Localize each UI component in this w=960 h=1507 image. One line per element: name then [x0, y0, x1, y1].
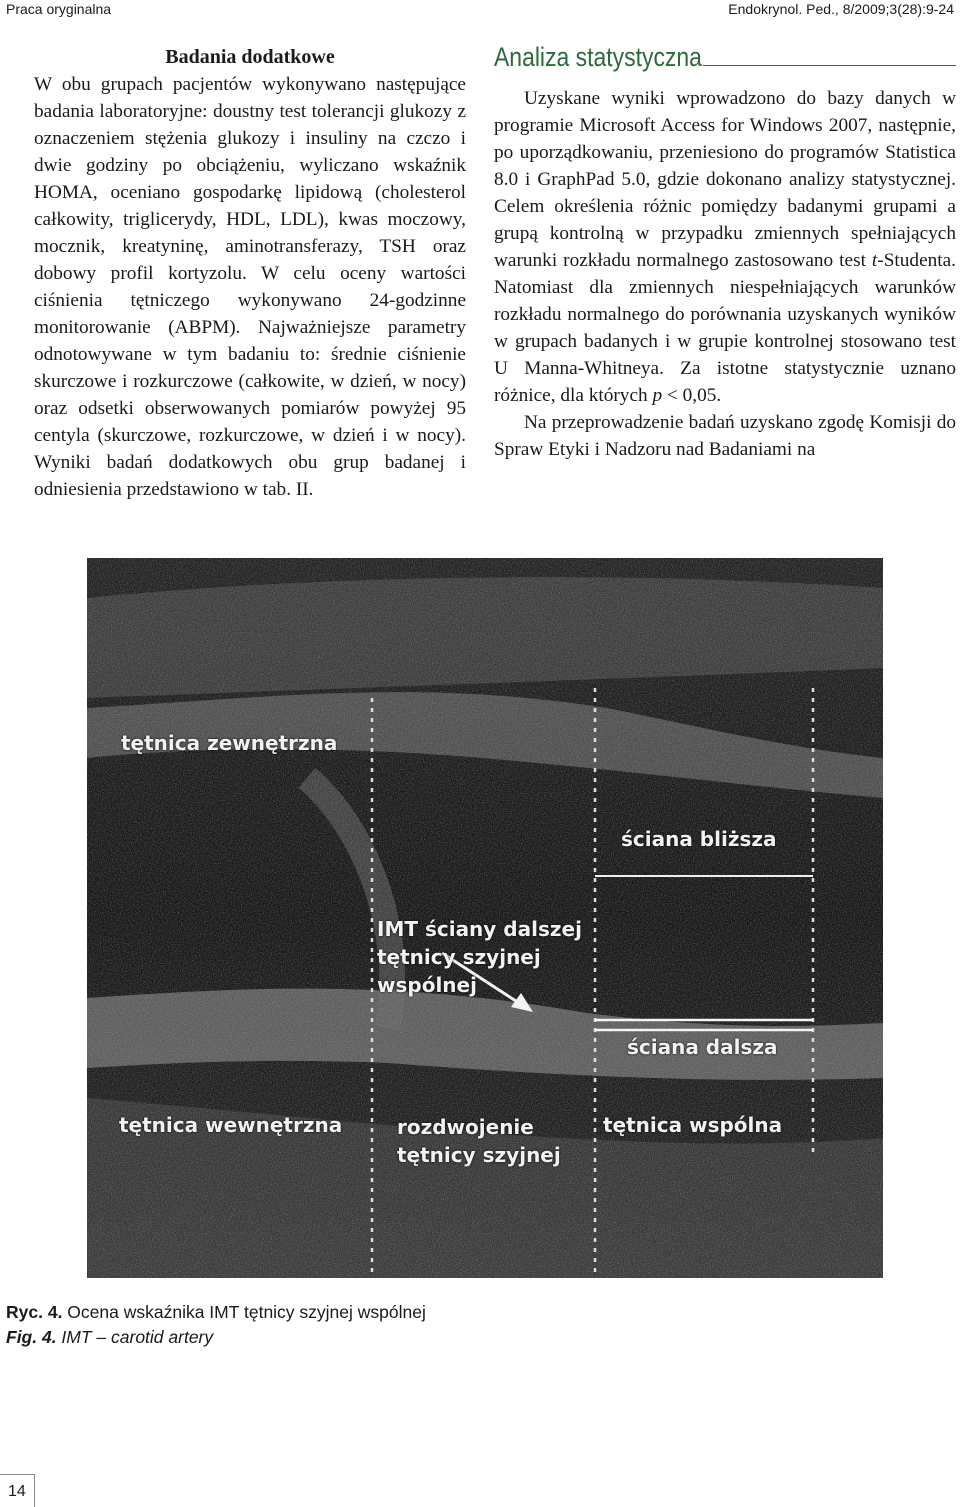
subheading-badania-dodatkowe: Badania dodatkowe [165, 46, 335, 68]
page-number: 14 [8, 1483, 26, 1500]
running-header [0, 0, 960, 20]
header-journal-citation: Endokrynol. Ped., 8/2009;3(28):9-24 [728, 1, 954, 17]
paragraph-statistics [494, 85, 956, 409]
header-section-label: Praca oryginalna [6, 1, 112, 17]
label-imt-line2: tętnicy szyjnej [377, 945, 541, 969]
paragraph-ethics: Na przeprowadzenie badań uzyskano zgodę Komisji do Spraw Etyki i Nadzoru nad Badaniami na [494, 412, 956, 460]
figure-caption [6, 1300, 426, 1350]
caption-polish-text: Ocena wskaźnika IMT tętnicy szyjnej wspólnej [62, 1302, 426, 1322]
label-far-wall: ściana dalsza [627, 1035, 778, 1059]
paragraph-badania-dodatkowe: W obu grupach pacjentów wykonywano następujące badania laboratoryjne: doustny test tolerancji glukozy z oznaczeniem stężenia glukozy i insuliny na czczo i dwie godziny po obciążeniu, wyliczano wskaźnik HOMA, oceniano gospodarkę lipidową (cholesterol całkowity, triglicerydy, HDL, LDL), kwas moczowy, mocznik, kreatyninę, aminotransferazy, TSH oraz dobowy profil kortyzolu. W celu oceny wartości ciśnienia tętniczego wykonywano 24-godzinne monitorowanie (ABPM). Najważniejsze parametry odnotowywane w tym badaniu to: średnie ciśnienie skurczowe i rozkurczowe (całkowite, w dzień, w nocy) oraz odsetki obserwowanych pomiarów powyżej 95 centyla (skurczowe, rozkurczowe, w dzień i w nocy). Wyniki badań dodatkowych obu grup badanej i odniesienia przedstawiono w tab. II. [34, 74, 466, 500]
caption-english [6, 1325, 426, 1350]
label-imt-line3: wspólnej [377, 973, 477, 997]
caption-polish-label: Ryc. 4. [6, 1302, 63, 1322]
left-column [34, 44, 466, 503]
label-imt-line1: IMT ściany dalszej [377, 917, 582, 941]
label-external-artery: tętnica zewnętrzna [121, 731, 338, 755]
paragraph-statistics-text-a: Uzyskane wyniki wprowadzono do bazy danych w programie Microsoft Access for Windows 2007, następnie, po uporządkowaniu, przeniesiono do programów Statistica 8.0 i GraphPad 5.0, gdzie dokonano analizy statystycznej. Celem określenia różnic pomiędzy badanymi grupami a grupą kontrolną w przypadku zmiennych spełniających warunki rozkładu normalnego zastosowano test [494, 88, 956, 271]
paragraph-statistics-text-b: -Studenta. Natomiast dla zmiennych niespełniających warunków rozkładu normalnego do porównania uzyskanych wyników w grupach badanych i w grupie kontrolnej stosowano test U Manna-Whitneya. Za istotne statystycznie uznano różnice, dla których [494, 250, 956, 406]
caption-english-label: Fig. 4. [6, 1327, 57, 1347]
page-number-box [0, 1474, 35, 1507]
section-title: Analiza statystyczna [494, 42, 702, 72]
section-title-rule [703, 65, 956, 66]
t-student-symbol: t [871, 250, 878, 271]
label-common-artery: tętnica wspólna [603, 1113, 783, 1137]
label-bifurcation-line2: tętnicy szyjnej [397, 1143, 561, 1167]
caption-polish [6, 1300, 426, 1325]
ultrasound-figure [87, 558, 883, 1278]
p-value-symbol: p [652, 385, 663, 406]
label-internal-artery: tętnica wewnętrzna [119, 1113, 343, 1137]
section-title-row [494, 44, 956, 71]
right-column [494, 44, 956, 463]
paragraph-statistics-text-c: < 0,05. [662, 385, 722, 406]
label-bifurcation-line1: rozdwojenie [397, 1115, 534, 1139]
caption-english-text: IMT – carotid artery [56, 1327, 214, 1347]
label-near-wall: ściana bliższa [621, 827, 777, 851]
